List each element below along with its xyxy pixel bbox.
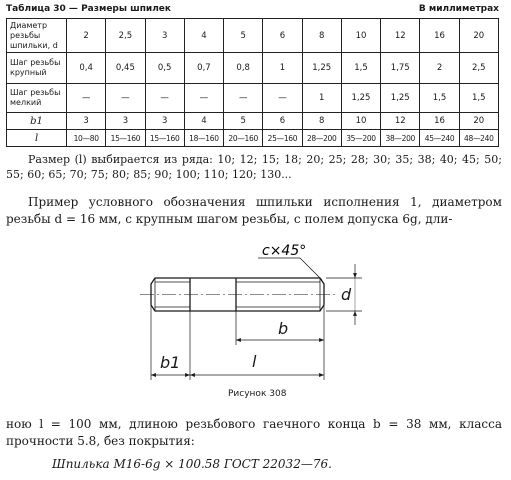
- table-cell: 10: [341, 19, 380, 53]
- table-cell: 1,25: [381, 84, 420, 113]
- table-cell: 38—200: [381, 130, 420, 147]
- table-cell: 1,25: [302, 53, 341, 84]
- table-cell: 2: [67, 19, 106, 53]
- table-caption: Таблица 30 — Размеры шпилек: [6, 4, 172, 14]
- row-header: Диаметр резьбы шпильки, d: [7, 19, 67, 53]
- table-row: [7, 130, 499, 147]
- size-series-note: [6, 152, 502, 182]
- row-header: b1: [7, 113, 67, 130]
- table-cell: 16: [420, 19, 459, 53]
- table-cell: 3: [145, 19, 184, 53]
- table-cell: 0,4: [67, 53, 106, 84]
- row-header: Шаг резьбы крупный: [7, 53, 67, 84]
- table-cell: 4: [184, 113, 223, 130]
- table-cell: —: [145, 84, 184, 113]
- table-cell: 1,5: [341, 53, 380, 84]
- table-cell: 1,75: [381, 53, 420, 84]
- table-cell: 20: [459, 19, 498, 53]
- table-cell: 15—160: [106, 130, 145, 147]
- size-series-text: Размер (l) выбирается из ряда: 10; 12; 15; 18; 20; 25; 28; 30; 35; 38; 40; 45; 50; 55; 60; 65; 70; 75; 80; 85; 90; 100; 110; 120; 130...: [6, 153, 502, 181]
- table-units: В миллиметрах: [418, 4, 499, 14]
- table-cell: 45—240: [420, 130, 459, 147]
- table-cell: 10—80: [67, 130, 106, 147]
- table-cell: 35—200: [341, 130, 380, 147]
- figure-caption: Рисунок 308: [228, 389, 287, 399]
- example-intro: [6, 194, 502, 228]
- table-cell: 20—160: [224, 130, 263, 147]
- table-cell: 48—240: [459, 130, 498, 147]
- row-header: l: [7, 130, 67, 147]
- table-cell: —: [67, 84, 106, 113]
- table-cell: 5: [224, 19, 263, 53]
- table-cell: 28—200: [302, 130, 341, 147]
- table-cell: 8: [302, 113, 341, 130]
- table-row: [7, 113, 499, 130]
- example-intro-text: Пример условного обозначения шпильки исполнения 1, диаметром резьбы d = 16 мм, с крупным шагом резьбы, с полем допуска 6g, дли-: [6, 195, 502, 226]
- table-cell: 6: [263, 19, 302, 53]
- end-thread-label: b1: [160, 353, 181, 372]
- length-label: l: [252, 352, 257, 371]
- table-cell: 12: [381, 113, 420, 130]
- table-cell: —: [224, 84, 263, 113]
- table-cell: 18—160: [184, 130, 223, 147]
- table-cell: —: [263, 84, 302, 113]
- table-cell: 20: [459, 113, 498, 130]
- table-cell: 5: [224, 113, 263, 130]
- table-cell: —: [106, 84, 145, 113]
- stud-drawing: [0, 230, 511, 390]
- table-cell: 0,8: [224, 53, 263, 84]
- table-cell: 2: [420, 53, 459, 84]
- thread-length-dimension: [236, 306, 324, 380]
- table-cell: 3: [67, 113, 106, 130]
- table-row: [7, 19, 499, 53]
- row-header: Шаг резьбы мелкий: [7, 84, 67, 113]
- table-cell: 16: [420, 113, 459, 130]
- table-cell: 0,5: [145, 53, 184, 84]
- table-cell: 2,5: [459, 53, 498, 84]
- table-cell: 0,7: [184, 53, 223, 84]
- table-cell: 10: [341, 113, 380, 130]
- table-cell: 1: [302, 84, 341, 113]
- table-row: [7, 53, 499, 84]
- diameter-label: d: [341, 285, 352, 304]
- table-row: [7, 84, 499, 113]
- table-cell: 25—160: [263, 130, 302, 147]
- table-cell: 0,45: [106, 53, 145, 84]
- table-cell: 12: [381, 19, 420, 53]
- table-cell: 2,5: [106, 19, 145, 53]
- table-cell: 1,25: [341, 84, 380, 113]
- table-cell: 6: [263, 113, 302, 130]
- table-cell: 1: [263, 53, 302, 84]
- table-cell: —: [184, 84, 223, 113]
- chamfer-label: c×45°: [262, 243, 307, 259]
- designation-example: Шпилька М16-6g × 100.58 ГОСТ 22032—76.: [52, 457, 332, 471]
- table-cell: 3: [145, 113, 184, 130]
- table-cell: 3: [106, 113, 145, 130]
- table-cell: 1,5: [459, 84, 498, 113]
- thread-length-label: b: [278, 319, 289, 338]
- table-cell: 8: [302, 19, 341, 53]
- chamfer-callout: [258, 243, 322, 280]
- table-cell: 4: [184, 19, 223, 53]
- stud-dimensions-table: [6, 18, 499, 147]
- example-continuation: ною l = 100 мм, длиною резьбового гаечного конца b = 38 мм, класса прочности 5.8, без покрытия:: [6, 417, 502, 448]
- table-cell: 15—160: [145, 130, 184, 147]
- table-cell: 1,5: [420, 84, 459, 113]
